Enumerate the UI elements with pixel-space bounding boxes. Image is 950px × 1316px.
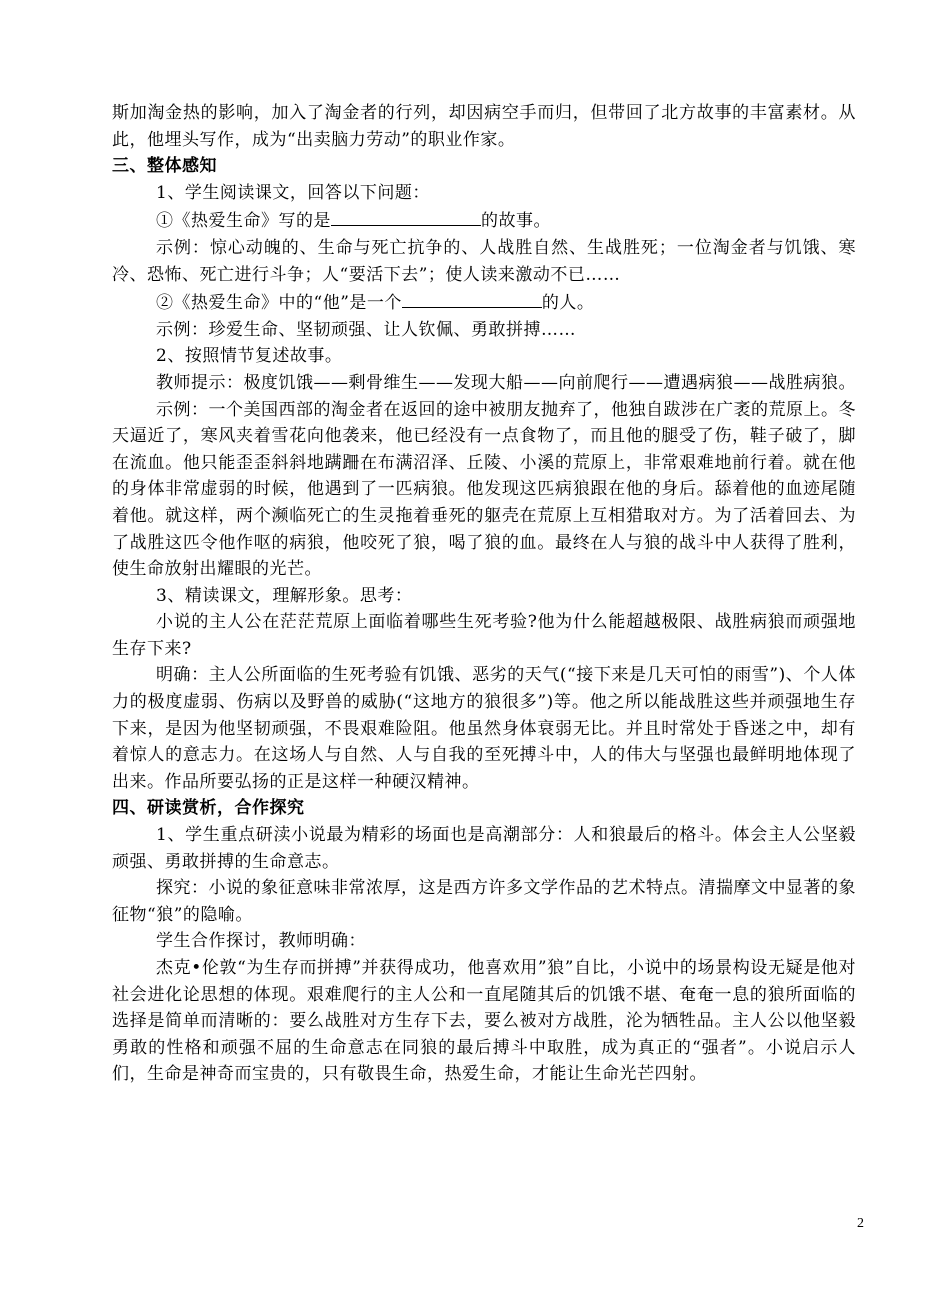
question-2	[112, 288, 856, 317]
question-1	[112, 206, 856, 235]
section-heading-4: 四、研读赏析，合作探究	[112, 798, 305, 819]
example-2: 示例：珍爱生命、坚韧顽强、让人钦佩、勇敢拼搏……	[156, 319, 576, 340]
paragraph-explore: 探究：小说的象征意味非常浓厚，这是西方许多文学作品的艺术特点。清揣摩文中显著的象征物“狼”的隐喻。	[112, 878, 856, 925]
page-number: 2	[857, 1216, 864, 1231]
answer-blank-2	[402, 288, 542, 308]
paragraph-task-4: 1、学生重点研渎小说最为精彩的场面也是高潮部分：人和狼最后的格斗。体会主人公坚毅顽强、勇敢拼搏的生命意志。	[112, 825, 856, 872]
paragraph-conclusion: 杰克•伦敦“为生存而拼搏”并获得成功，他喜欢用”狼”自比，小说中的场景构设无疑是他对社会进化论思想的体现。艰难爬行的主人公和一直尾随其后的饥饿不堪、奄奄一息的狼所面临的选择是简单而清晰的：要么战胜对方生存下去，要么被对方战胜，沦为牺牲品。主人公以他坚毅勇敢的性格和顽强不屈的生命意志在同狼的最后搏斗中取胜，成为真正的“强者”。小说启示人们，生命是神奇而宝贵的，只有敬畏生命，热爱生命，才能让生命光芒四射。	[112, 958, 856, 1085]
paragraph-task-2: 2、按照情节复述故事。	[156, 346, 343, 367]
question-2-prefix: ②《热爱生命》中的“他”是一个	[156, 293, 402, 314]
answer-3: 明确：主人公所面临的生死考验有饥饿、恶劣的天气(“接下来是几天可怕的雨雪”)、个人体力的极度虚弱、伤病以及野兽的威胁(“这地方的狼很多”)等。他之所以能战胜这些并顽强地生存下来，是因为他坚韧顽强，不畏艰难险阻。他虽然身体衰弱无比。并且时常处于昏迷之中，却有着惊人的意志力。在这场人与自然、人与自我的至死搏斗中，人的伟大与坚强也最鲜明地体现了出来。作品所要弘扬的正是这样一种硬汉精神。	[112, 665, 856, 792]
section-heading-3: 三、整体感知	[112, 156, 217, 177]
answer-blank-1	[331, 206, 481, 226]
paragraph-task-3: 3、精读课文，理解形象。思考：	[156, 585, 413, 606]
question-2-suffix: 的人。	[541, 293, 595, 314]
paragraph-discussion: 学生合作探讨，教师明确：	[156, 931, 366, 952]
paragraph-task-1: 1、学生阅读课文，回答以下问题：	[156, 182, 430, 203]
question-1-prefix: ①《热爱生命》写的是	[156, 211, 331, 232]
example-1: 示例：惊心动魄的、生命与死亡抗争的、人战胜自然、生战胜死；一位淘金者与饥饿、寒冷、恐怖、死亡进行斗争；人“要活下去”；使人读来激动不已……	[112, 237, 856, 285]
question-1-suffix: 的故事。	[481, 211, 551, 232]
document-page	[112, 100, 856, 1088]
paragraph-intro-end: 斯加淘金热的影响，加入了淘金者的行列，却因病空手而归，但带回了北方故事的丰富素材。从此，他埋头写作，成为“出卖脑力劳动”的职业作家。	[112, 103, 856, 150]
example-story: 示例：一个美国西部的淘金者在返回的途中被朋友抛弃了，他独自跋涉在广袤的荒原上。冬天逼近了，寒风夹着雪花向他袭来，他已经没有一点食物了，而且他的腿受了伤，鞋子破了，脚在流血。他只能歪歪斜斜地蹒跚在布满沼泽、丘陵、小溪的荒原上，非常艰难地前行着。就在他的身体非常虚弱的时候，他遇到了一匹病狼。他发现这匹病狼跟在他的身后。舔着他的血迹尾随着他。就这样，两个濒临死亡的生灵拖着垂死的躯壳在荒原上互相猎取对方。为了活着回去、为了战胜这匹令他作呕的病狼，他咬死了狼，喝了狼的血。最终在人与狼的战斗中人获得了胜利，使生命放射出耀眼的光芒。	[112, 399, 856, 580]
teacher-hint: 教师提示：极度饥饿——剩骨维生——发现大船——向前爬行——遭遇病狼——战胜病狼。	[156, 372, 856, 393]
question-3: 小说的主人公在茫茫荒原上面临着哪些生死考验?他为什么能超越极限、战胜病狼而顽强地生存下来?	[112, 612, 856, 659]
